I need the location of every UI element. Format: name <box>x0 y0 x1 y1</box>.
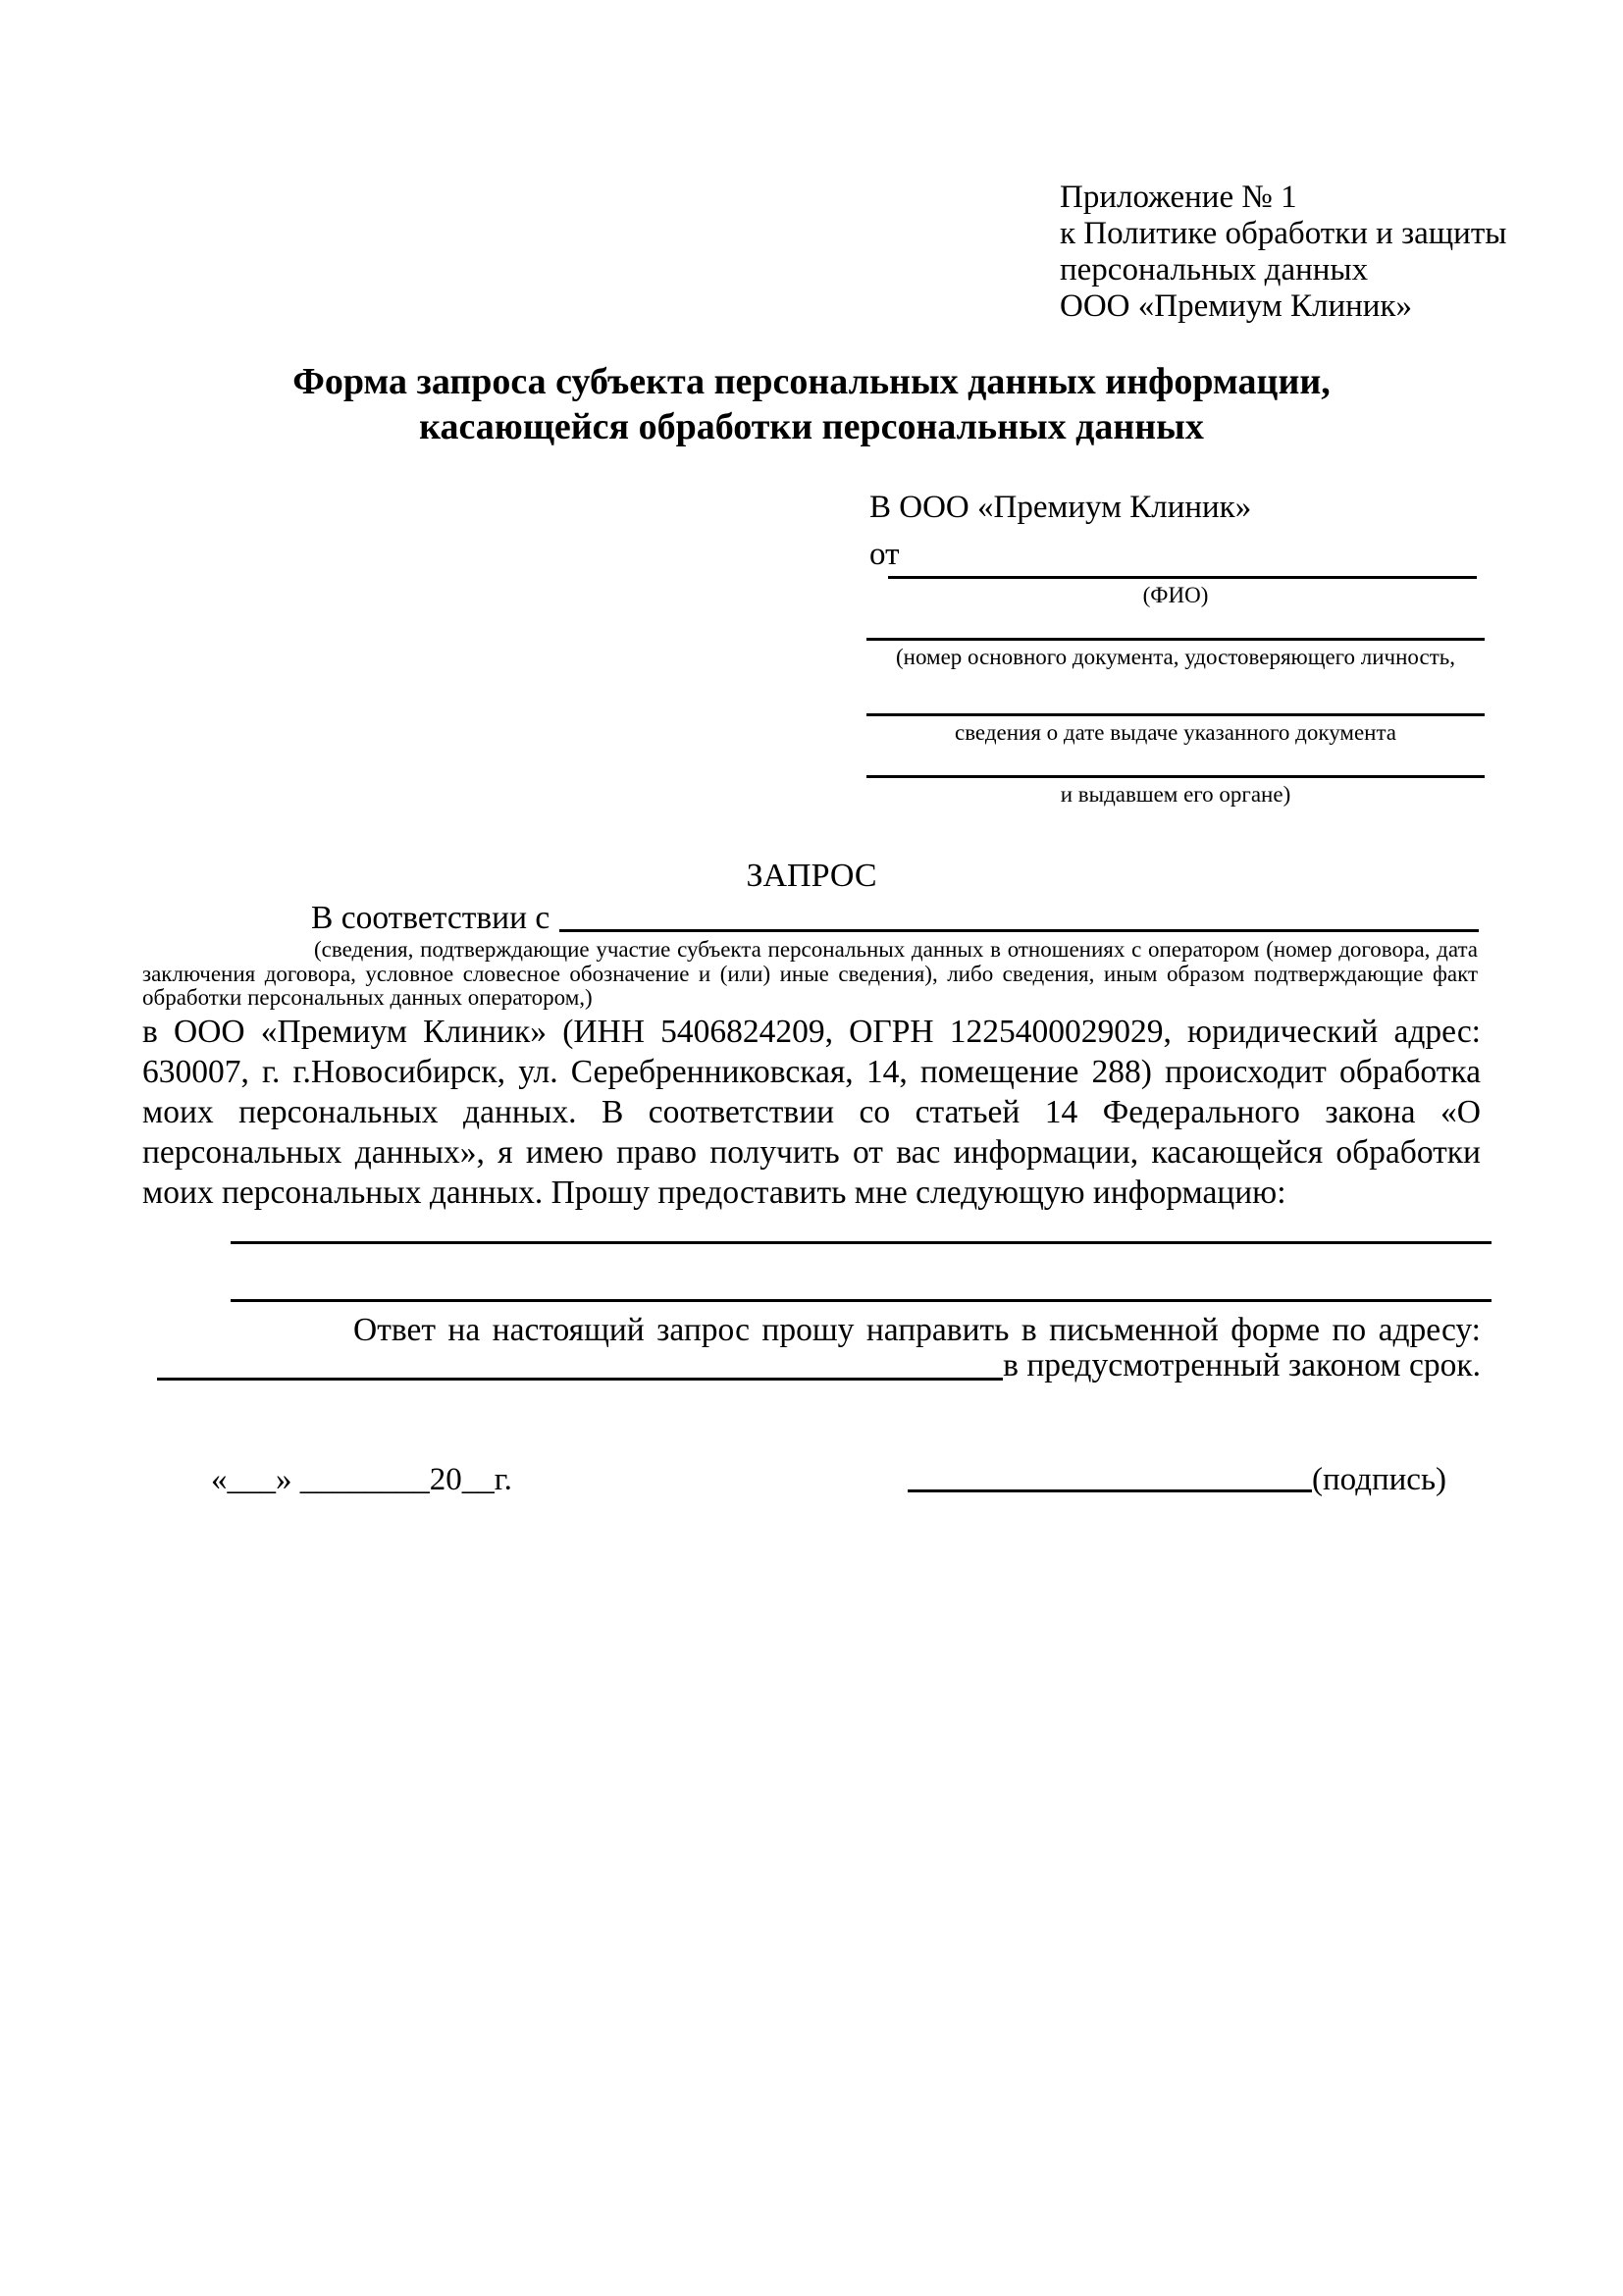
document-title-line-2: касающейся обработки персональных данных <box>419 406 1204 447</box>
addressee-from: от <box>869 537 900 572</box>
document-number-caption: (номер основного документа, удостоверяющего личность, <box>895 645 1455 669</box>
response-line-2 <box>157 1346 1481 1385</box>
fio-caption: (ФИО) <box>1142 583 1209 607</box>
annex-line-3: персональных данных <box>1060 252 1369 287</box>
intro-write-line <box>559 929 1479 932</box>
intro-line <box>142 899 1479 938</box>
issue-date-caption: сведения о дате выдаче указанного документа <box>954 720 1397 745</box>
document-number-write-line <box>866 638 1485 641</box>
issuing-authority-field <box>866 775 1485 808</box>
signature-write-line <box>908 1489 1312 1492</box>
request-heading: ЗАПРОС <box>746 858 877 894</box>
signature-caption: (подпись) <box>1312 1462 1446 1497</box>
signature-group <box>908 1460 1446 1499</box>
fine-print-note: (сведения, подтверждающие участие субъекта персональных данных в отношениях с оператором (номер договора, дата заключения договора, условное словесное обозначение и (или) иные сведения), либо сведения, иным образом подтверждающие факт обработки персональных данных оператором,) <box>142 937 1478 1010</box>
issuing-authority-caption: и выдавшем его органе) <box>1060 782 1291 807</box>
date-template: «___» ________20__г. <box>211 1462 512 1497</box>
signature-row <box>211 1460 1446 1499</box>
annex-line-2: к Политике обработки и защиты <box>1060 216 1507 251</box>
addressee-to: В ООО «Премиум Клиник» <box>869 490 1252 525</box>
document-title <box>0 359 1623 449</box>
write-in-line-1 <box>231 1241 1492 1244</box>
document-number-field <box>866 638 1485 670</box>
intro-prefix: В соответствии с <box>311 900 550 936</box>
issue-date-field <box>866 713 1485 746</box>
fio-field <box>866 576 1485 608</box>
response-line-2-suffix: в предусмотренный законом срок. <box>1003 1347 1481 1383</box>
document-title-line-1: Форма запроса субъекта персональных данных информации, <box>292 361 1331 402</box>
response-line-1: Ответ на настоящий запрос прошу направить в письменной форме по адресу: <box>353 1312 1481 1348</box>
issuing-authority-write-line <box>866 775 1485 778</box>
body-paragraph: в ООО «Премиум Клиник» (ИНН 5406824209, ОГРН 1225400029029, юридический адрес: 630007, г. г.Новосибирск, ул. Серебренниковская, 14, помещение 288) происходит обработка моих персональных данных. В соответствии со статьей 14 Федерального закона «О персональных данных», я имею право получить от вас информации, касающейся обработки моих персональных данных. Прошу предоставить мне следующую информацию: <box>142 1014 1481 1211</box>
address-write-line <box>157 1378 1003 1381</box>
annex-line-1: Приложение № 1 <box>1060 180 1297 215</box>
annex-block <box>1060 180 1506 325</box>
annex-line-4: ООО «Премиум Клиник» <box>1060 288 1412 324</box>
issue-date-write-line <box>866 713 1485 716</box>
write-in-line-2 <box>231 1299 1492 1302</box>
addressee-block <box>869 488 1488 574</box>
fio-write-line <box>888 576 1477 579</box>
